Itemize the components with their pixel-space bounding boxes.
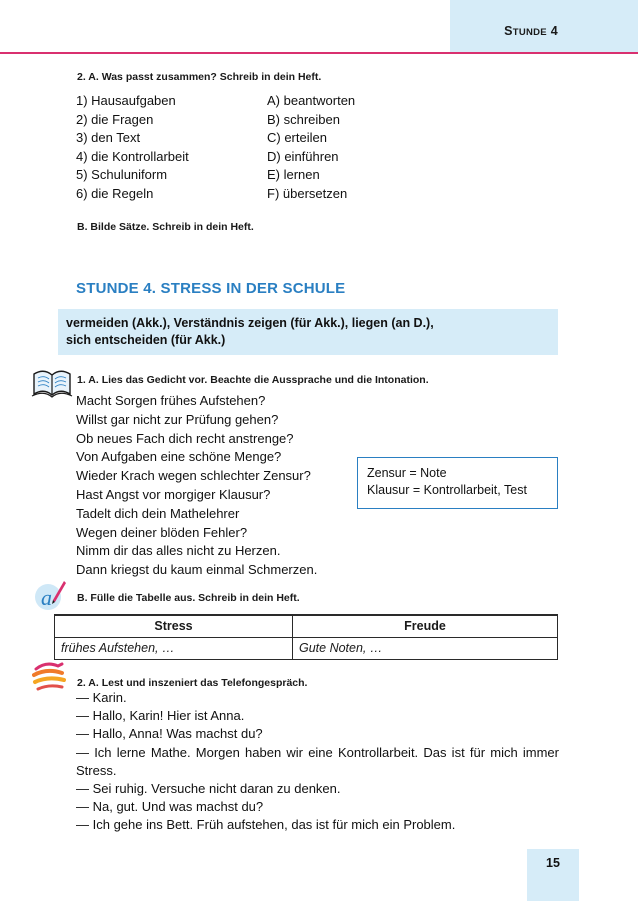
task-1a-instruction: 1. A. Lies das Gedicht vor. Beachte die Aussprache und die Intonation. xyxy=(77,374,429,386)
table-cell: frühes Aufstehen, … xyxy=(55,637,293,659)
list-item: 1) Hausaufgaben xyxy=(76,93,176,108)
dialog-line: — Ich lerne Mathe. Morgen haben wir eine Kontrollarbeit. Das ist für mich immer Stress. xyxy=(76,744,559,778)
vocabulary-line: vermeiden (Akk.), Verständnis zeigen (für Akk.), liegen (an D.), xyxy=(66,316,434,330)
poem-line: Willst gar nicht zur Prüfung gehen? xyxy=(76,411,279,427)
svg-text:a: a xyxy=(41,585,52,610)
list-item: F) übersetzen xyxy=(267,185,348,201)
list-item: C) erteilen xyxy=(267,130,327,146)
table-row xyxy=(55,637,558,659)
dialog-line: — Hallo, Anna! Was machst du? xyxy=(76,726,263,742)
dialog-line: — Ich gehe ins Bett. Früh aufstehen, das ist für mich ein Problem. xyxy=(76,817,456,833)
glossary-line: Klausur = Kontrollarbeit, Test xyxy=(367,483,527,497)
dialog-line: — Na, gut. Und was machst du? xyxy=(76,799,264,815)
poem-line: Wieder Krach wegen schlechter Zensur? xyxy=(76,468,311,484)
poem-line: Macht Sorgen frühes Aufstehen? xyxy=(76,393,266,408)
table-header-row xyxy=(55,615,558,637)
dialog-line: — Sei ruhig. Versuche nicht daran zu denken. xyxy=(76,781,341,797)
header-divider xyxy=(0,52,638,54)
list-item: D) einführen xyxy=(267,148,339,164)
list-item: 3) den Text xyxy=(76,130,141,146)
phone-dialog xyxy=(76,689,559,835)
task-2a-instruction: 2. A. Was passt zusammen? Schreib in dein Heft. xyxy=(77,71,322,83)
task-2a-dialog-instruction: 2. A. Lest und inszeniert das Telefongespräch. xyxy=(77,677,308,689)
vocabulary-box xyxy=(58,309,558,355)
list-item: A) beantworten xyxy=(267,93,356,108)
list-item: B) schreiben xyxy=(267,111,340,127)
dialog-line: — Hallo, Karin! Hier ist Anna. xyxy=(76,708,245,724)
poem-line: Von Aufgaben eine schöne Menge? xyxy=(76,449,282,465)
vocabulary-line: sich entscheiden (für Akk.) xyxy=(66,333,226,347)
list-item: E) lernen xyxy=(267,167,320,183)
page-number: 15 xyxy=(546,856,560,870)
glossary-line: Zensur = Note xyxy=(367,466,447,480)
dialog-line: — Karin. xyxy=(76,690,127,705)
task-1b-instruction: B. Fülle die Tabelle aus. Schreib in dein Heft. xyxy=(77,592,300,604)
poem-line: Ob neues Fach dich recht anstrenge? xyxy=(76,430,294,446)
table-header-freude: Freude xyxy=(293,615,558,637)
poem-line: Dann kriegst du kaum einmal Schmerzen. xyxy=(76,562,318,578)
book-icon xyxy=(30,366,74,400)
poem-line: Hast Angst vor morgiger Klausur? xyxy=(76,486,271,502)
pen-letter-icon xyxy=(33,578,67,612)
matching-right-column xyxy=(267,92,355,204)
list-item: 4) die Kontrollarbeit xyxy=(76,148,189,164)
stress-joy-table xyxy=(54,614,558,660)
list-item: 5) Schuluniform xyxy=(76,167,168,183)
poem-line: Wegen deiner blöden Fehler? xyxy=(76,524,248,540)
task-2b-instruction: B. Bilde Sätze. Schreib in dein Heft. xyxy=(77,221,254,233)
section-title: STUNDE 4. STRESS IN DER SCHULE xyxy=(76,280,346,297)
poem-line: Tadelt dich dein Mathelehrer xyxy=(76,505,240,521)
matching-left-column xyxy=(76,92,189,204)
running-header: STUNDE 4 xyxy=(504,24,558,38)
list-item: 2) die Fragen xyxy=(76,111,154,127)
speech-icon xyxy=(32,660,70,694)
poem-line: Nimm dir das alles nicht zu Herzen. xyxy=(76,543,281,559)
table-header-stress: Stress xyxy=(55,615,293,637)
glossary-note xyxy=(357,457,558,509)
poem xyxy=(76,392,317,580)
list-item: 6) die Regeln xyxy=(76,185,154,201)
table-cell: Gute Noten, … xyxy=(293,637,558,659)
